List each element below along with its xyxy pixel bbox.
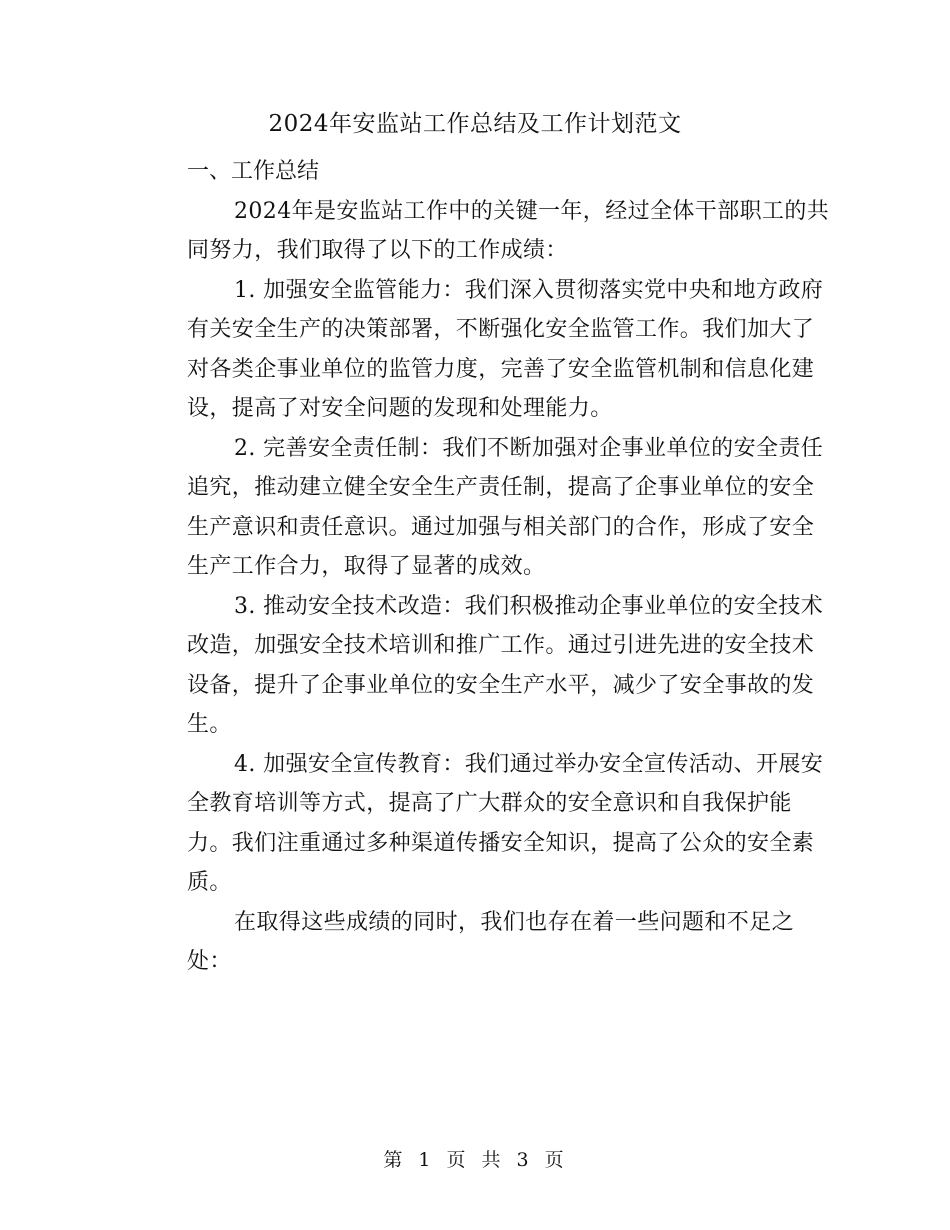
paragraph-line: 同努力，我们取得了以下的工作成绩： (187, 238, 568, 263)
paragraph (140, 429, 824, 587)
paragraph (140, 192, 830, 271)
paragraph-line: 2024年是安监站工作中的关键一年，经过全体干部职工的共 (234, 198, 830, 224)
paragraph-line: 力。我们注重通过多种渠道传播安全知识，提高了公众的安全素 (187, 830, 815, 856)
paragraph-line: 质。 (187, 870, 232, 895)
paragraph-line: 设备，提升了企事业单位的安全生产水平，减少了安全事故的发 (187, 672, 815, 698)
paragraph-line: 4. 加强安全宣传教育：我们通过举办安全宣传活动、开展安 (234, 751, 824, 777)
paragraph (140, 587, 824, 745)
paragraph (140, 271, 824, 429)
paragraph (140, 745, 824, 903)
section-heading: 一、工作总结 (187, 159, 320, 184)
paragraph-line: 生产工作合力，取得了显著的成效。 (187, 554, 546, 579)
paragraph-line: 设，提高了对安全问题的发现和处理能力。 (187, 396, 613, 421)
paragraph-line: 有关安全生产的决策部署，不断强化安全监管工作。我们加大了 (187, 317, 815, 342)
paragraph-line: 追究，推动建立健全安全生产责任制，提高了企事业单位的安全 (187, 475, 815, 500)
paragraph-line: 1. 加强安全监管能力：我们深入贯彻落实党中央和地方政府 (234, 277, 824, 303)
paragraph-line: 处： (187, 949, 232, 974)
paragraph-line: 在取得这些成绩的同时，我们也存在着一些问题和不足之 (234, 909, 795, 935)
paragraph-line: 全教育培训等方式，提高了广大群众的安全意识和自我保护能 (187, 791, 792, 816)
paragraph-line: 2. 完善安全责任制：我们不断加强对企事业单位的安全责任 (234, 435, 824, 461)
paragraph-line: 生。 (187, 712, 232, 737)
paragraph (140, 903, 810, 982)
document-title: 2024年安监站工作总结及工作计划范文 (268, 111, 682, 137)
document-body (140, 152, 830, 982)
paragraph-line: 改造，加强安全技术培训和推广工作。通过引进先进的安全技术 (187, 633, 815, 658)
page-number-footer: 第 1 页 共 3 页 (383, 1149, 567, 1171)
paragraph-line: 生产意识和责任意识。通过加强与相关部门的合作，形成了安全 (187, 514, 815, 540)
paragraph-line: 3. 推动安全技术改造：我们积极推动企事业单位的安全技术 (234, 593, 824, 619)
paragraph-line: 对各类企事业单位的监管力度，完善了安全监管机制和信息化建 (187, 356, 815, 382)
